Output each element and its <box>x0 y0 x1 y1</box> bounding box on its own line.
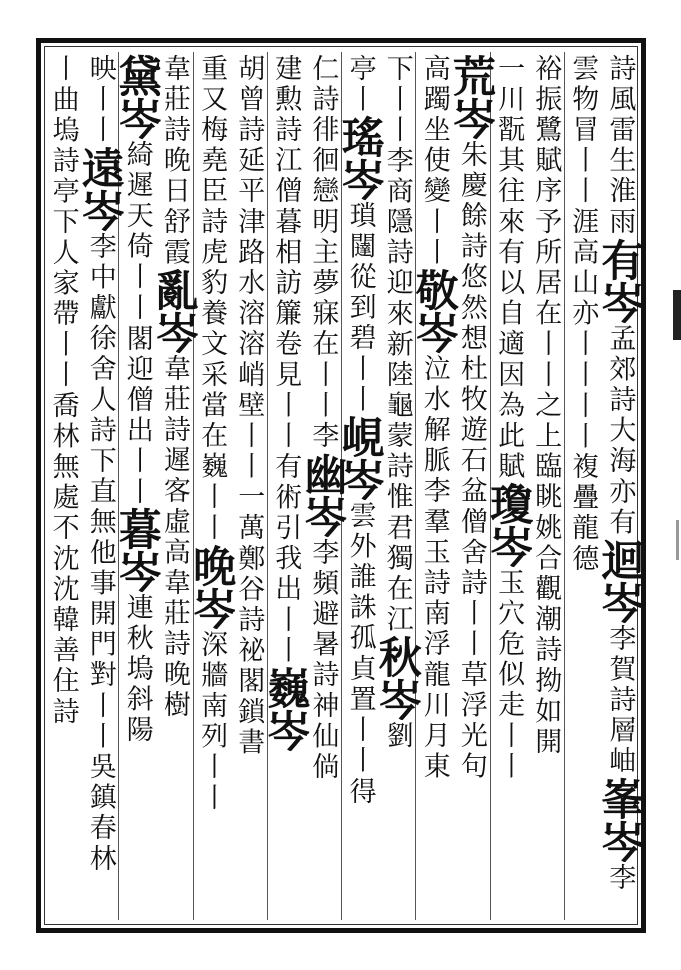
text-column <box>562 54 602 918</box>
text-column <box>186 54 237 918</box>
column-text: 雲物冒丨丨 <box>567 54 599 207</box>
headword: 瓊岑 <box>483 482 534 569</box>
column-text: 姚合觀潮詩拗如開 <box>530 513 562 758</box>
column-text: 有術引我出丨丨 <box>270 451 302 667</box>
text-column <box>43 54 83 918</box>
column-text: 朱慶餘詩悠然想 <box>455 140 487 355</box>
text-column <box>297 54 348 918</box>
column-text: 深牆南列丨丨 <box>196 629 228 814</box>
column-text: 泣水解脈李羣玉詩南浮龍川月東 <box>418 354 450 783</box>
column-text: 鄭谷詩祕閣鎖書 <box>233 543 265 758</box>
column-text: 李商隱詩迎來新 <box>381 145 413 361</box>
text-column <box>408 54 459 918</box>
text-column <box>594 54 645 918</box>
column-text: 胡曾詩延平津路水溶溶峭壁丨丨一萬 <box>233 54 265 544</box>
column-text: 劉 <box>381 721 413 753</box>
column-text: 李賀詩層岫 <box>604 623 636 777</box>
column-text: 下丨丨 <box>381 54 413 146</box>
column-text: 映丨丨 <box>84 54 116 146</box>
column-text: 重又梅堯臣詩虎豹養文采當在巍丨丨 <box>196 54 228 544</box>
headword: 荒岑 <box>445 54 496 140</box>
headword: 黛岑 <box>111 54 162 140</box>
column-text: 雲外誰誅孤貞置丨丨 <box>344 501 376 777</box>
column-text: 玉穴危似走丨丨 <box>493 568 525 783</box>
text-column <box>74 54 125 918</box>
headword: 峴岑 <box>334 415 385 502</box>
headword: 敬岑 <box>408 268 459 355</box>
column-text: 連秋塢斜陽 <box>121 593 153 747</box>
column-text: 曲塢詩亭下人家帶丨丨喬林無處不沈沈韓善住詩 <box>47 84 79 728</box>
column-text: 亭丨 <box>344 54 376 116</box>
headword: 有岑 <box>594 237 645 324</box>
column-text: 李中獻徐舍人詩下直無他事開門對丨丨吳鎮春林 <box>84 231 116 875</box>
column-text: 仁詩徘徊戀明主夢寐在丨丨李 <box>307 54 339 452</box>
text-column <box>260 54 311 918</box>
text-column <box>445 54 496 918</box>
text-column <box>228 54 268 918</box>
gutter-mark-faint <box>676 520 679 560</box>
column-text: 丨丨複疊龍 <box>567 390 599 544</box>
column-text: 杜牧遊石盆僧舍詩丨丨草浮光句 <box>455 354 487 783</box>
column-text: 高躅坐使變丨丨 <box>418 54 450 269</box>
column-text: 韋莊詩晚日舒霞 <box>158 54 190 269</box>
headword: 峯岑 <box>594 776 645 863</box>
headword: 巍岑 <box>260 666 311 753</box>
column-text: 李頻避暑詩神仙倘 <box>307 537 339 783</box>
column-text: 孟郊詩大海亦有 <box>604 323 636 538</box>
headword: 亂岑 <box>148 268 199 355</box>
column-text: 建勲詩江僧暮相訪簾卷見丨丨 <box>270 54 302 452</box>
column-text: 涯高山亦丨丨 <box>567 207 599 391</box>
column-text: 綺遲天倚丨丨 <box>121 140 153 324</box>
headword: 暮岑 <box>111 507 162 594</box>
headword: 幽岑 <box>297 451 348 538</box>
column-text: 裕振鷺賦序予所居在丨丨之上臨 <box>530 54 562 483</box>
headword: 迴岑 <box>594 537 645 624</box>
text-column <box>148 54 199 918</box>
text-column <box>483 54 534 918</box>
column-text: 瑣闥從到碧丨丨 <box>344 201 376 416</box>
column-text: 陸龜蒙詩惟君獨在江 <box>381 360 413 636</box>
column-text: 韋莊詩遲客虛高 <box>158 354 190 569</box>
gutter-mark <box>673 290 681 340</box>
headword: 秋岑 <box>371 635 422 722</box>
column-text: 韋莊詩晚樹 <box>158 568 190 722</box>
column-text: 得 <box>344 776 376 808</box>
column-text: 眺 <box>530 482 562 514</box>
headword: 瑤岑 <box>334 115 385 202</box>
column-text: 德 <box>567 543 599 575</box>
column-text: 丨 <box>47 54 79 85</box>
headword: 晚岑 <box>186 543 237 630</box>
column-text: 一川翫其往來有以自適因為此賦 <box>493 54 525 483</box>
column-text: 李 <box>604 862 636 894</box>
column-text: 閣迎僧出丨丨 <box>121 323 153 508</box>
column-text: 詩風雷生淮雨 <box>604 54 636 238</box>
headword: 遠岑 <box>74 145 125 232</box>
